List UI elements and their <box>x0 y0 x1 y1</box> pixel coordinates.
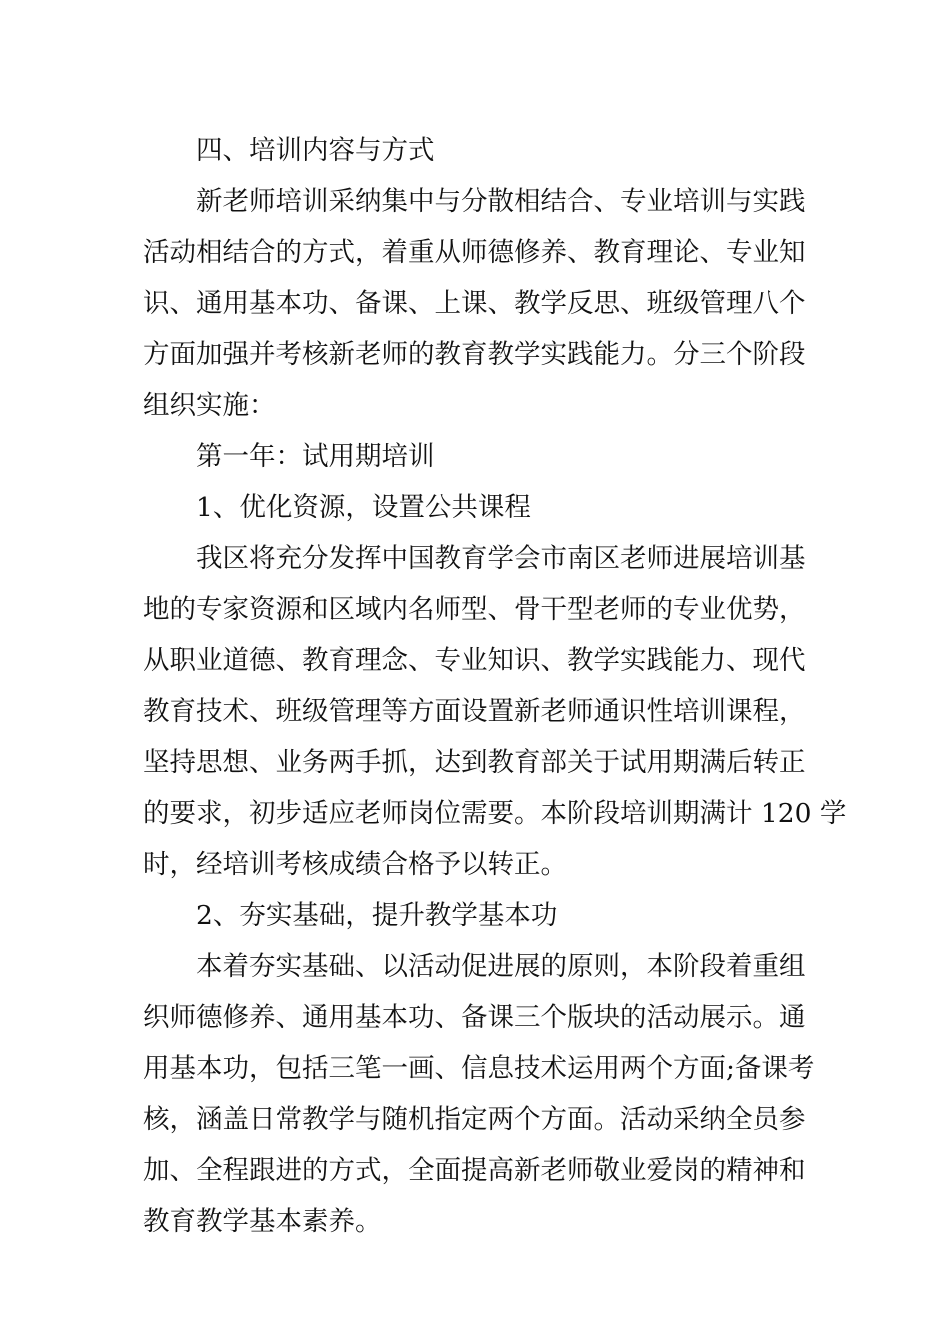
section-heading <box>143 125 808 176</box>
text-line: 识、通用基本功、备课、上课、教学反思、班级管理八个 <box>143 288 806 319</box>
text-line: 时，经培训考核成绩合格予以转正。 <box>143 849 567 880</box>
paragraph-item-1 <box>143 533 847 890</box>
text-line: 2、夯实基础，提升教学基本功 <box>196 900 558 931</box>
item-1-heading <box>143 482 808 533</box>
paragraph-intro <box>143 176 808 431</box>
text-line: 坚持思想、业务两手抓，达到教育部关于试用期满后转正 <box>143 747 806 778</box>
text-line: 地的专家资源和区域内名师型、骨干型老师的专业优势， <box>143 594 806 625</box>
text-line: 活动相结合的方式，着重从师德修养、教育理论、专业知 <box>143 237 806 268</box>
paragraph-item-2 <box>143 941 815 1247</box>
text-line: 从职业道德、教育理念、专业知识、教学实践能力、现代 <box>143 645 806 676</box>
text-line: 织师德修养、通用基本功、备课三个版块的活动展示。通 <box>143 1002 806 1033</box>
text-line: 教育技术、班级管理等方面设置新老师通识性培训课程， <box>143 696 806 727</box>
text-line: 教育教学基本素养。 <box>143 1206 382 1237</box>
text-line: 用基本功，包括三笔一画、信息技术运用两个方面;备课考 <box>143 1053 815 1084</box>
text-line: 第一年：试用期培训 <box>196 441 435 472</box>
document-body <box>143 125 847 1247</box>
item-2-heading <box>143 890 808 941</box>
text-line: 组织实施： <box>143 390 276 421</box>
text-line: 1、优化资源，设置公共课程 <box>196 492 531 523</box>
text-line: 加、全程跟进的方式，全面提高新老师敬业爱岗的精神和 <box>143 1155 806 1186</box>
text-line: 核，涵盖日常教学与随机指定两个方面。活动采纳全员参 <box>143 1104 806 1135</box>
text-line: 方面加强并考核新老师的教育教学实践能力。分三个阶段 <box>143 339 806 370</box>
year-one-heading <box>143 431 808 482</box>
text-line: 我区将充分发挥中国教育学会市南区老师进展培训基 <box>196 543 806 574</box>
text-line: 四、培训内容与方式 <box>196 135 435 166</box>
text-line: 本着夯实基础、以活动促进展的原则，本阶段着重组 <box>196 951 806 982</box>
text-line: 新老师培训采纳集中与分散相结合、专业培训与实践 <box>196 186 806 217</box>
text-line: 的要求，初步适应老师岗位需要。本阶段培训期满计 120 学 <box>143 798 847 829</box>
